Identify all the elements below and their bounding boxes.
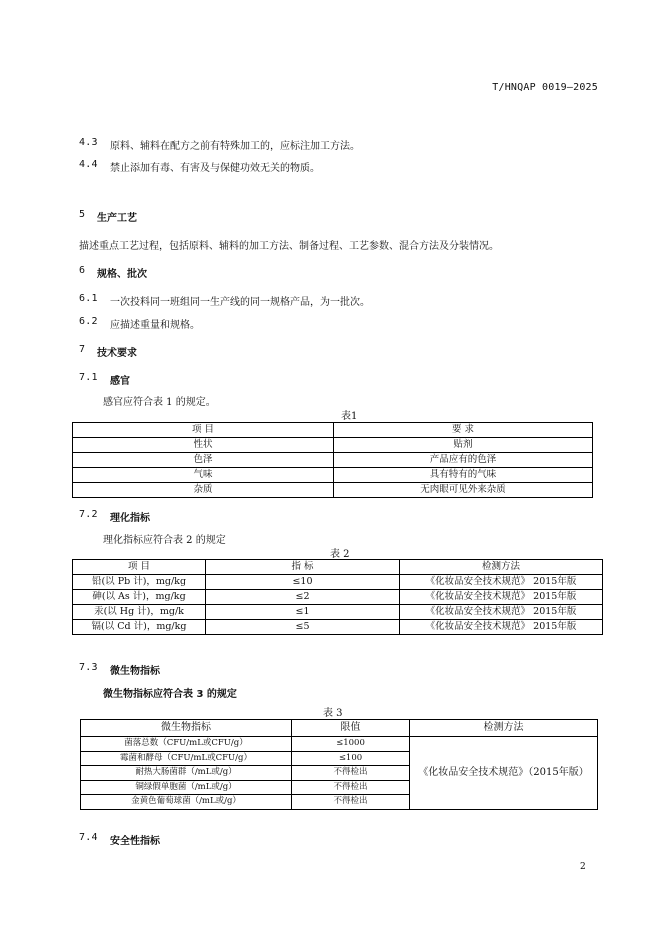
table-row — [73, 590, 603, 605]
section-title: 感官 — [110, 376, 130, 387]
table-header-cell: 检测方法 — [410, 720, 598, 737]
table-header-cell: 要 求 — [334, 423, 593, 438]
table-cell: 色泽 — [73, 453, 334, 468]
table-header-cell: 项 目 — [73, 423, 334, 438]
section-number: 6 — [79, 265, 86, 276]
table-cell: 产品应有的色泽 — [334, 453, 593, 468]
table-cell: ≤2 — [206, 590, 400, 605]
table-header-row — [73, 423, 593, 438]
table-sensory — [72, 422, 593, 498]
table-row — [73, 483, 593, 498]
table-row — [73, 438, 593, 453]
section-number: 7.4 — [79, 832, 98, 843]
table-cell: ≤5 — [206, 620, 400, 635]
table-physicochemical — [72, 559, 603, 635]
section-title: 安全性指标 — [110, 836, 160, 847]
clause-text: 应描述重量和规格。 — [110, 320, 200, 331]
table-cell: 无肉眼可见外来杂质 — [334, 483, 593, 498]
table-cell: ≤100 — [292, 751, 410, 766]
table-row — [73, 620, 603, 635]
section-number: 4.4 — [79, 159, 98, 170]
table-row — [73, 575, 603, 590]
clause-text: 原料、辅料在配方之前有特殊加工的，应标注加工方法。 — [110, 141, 360, 152]
table-cell: 《化妆品安全技术规范》 2015年版 — [400, 590, 603, 605]
table-cell: 贴剂 — [334, 438, 593, 453]
table-cell: 镉(以 Cd 计)，mg/kg — [73, 620, 206, 635]
table-cell: 金黄色葡萄球菌（/mL或/g） — [81, 795, 292, 810]
table-cell: 不得检出 — [292, 795, 410, 810]
table-row — [73, 468, 593, 483]
table-header-cell: 检测方法 — [400, 560, 603, 575]
table-cell: 铅(以 Pb 计)，mg/kg — [73, 575, 206, 590]
section-number: 7.1 — [79, 372, 98, 383]
table-cell: 霉菌和酵母（CFU/mL或CFU/g） — [81, 751, 292, 766]
section-number: 7.3 — [79, 662, 98, 673]
table-header-cell: 微生物指标 — [81, 720, 292, 737]
table-cell: 菌落总数（CFU/mL或CFU/g） — [81, 737, 292, 752]
table-row — [73, 605, 603, 620]
table-cell: 杂质 — [73, 483, 334, 498]
table-caption: 表1 — [341, 411, 358, 422]
table-intro: 感官应符合表 1 的规定。 — [103, 397, 216, 408]
table-cell: 具有特有的气味 — [334, 468, 593, 483]
table-header-row — [81, 720, 598, 737]
table-row — [73, 453, 593, 468]
table-cell: 汞(以 Hg 计)，mg/k — [73, 605, 206, 620]
table-cell: 不得检出 — [292, 766, 410, 781]
section-number: 6.2 — [79, 316, 98, 327]
table-cell: ≤10 — [206, 575, 400, 590]
doc-code: T/HNQAP 0019—2025 — [492, 82, 598, 93]
clause-text: 一次投料同一班组同一生产线的同一规格产品，为一批次。 — [110, 297, 370, 308]
clause-text: 描述重点工艺过程，包括原料、辅料的加工方法、制备过程、工艺参数、混合方法及分装情况。 — [79, 241, 499, 252]
page-number: 2 — [580, 862, 586, 872]
table-cell: 耐热大肠菌群（/mL或/g） — [81, 766, 292, 781]
table-cell: 气味 — [73, 468, 334, 483]
table-intro: 微生物指标应符合表 3 的规定 — [103, 689, 237, 700]
table-caption: 表 3 — [323, 708, 343, 719]
section-number: 4.3 — [79, 137, 98, 148]
table-cell: 《化妆品安全技术规范》 2015年版 — [400, 605, 603, 620]
section-title: 技术要求 — [97, 348, 137, 359]
section-number: 7 — [79, 344, 86, 355]
table-caption: 表 2 — [330, 549, 350, 560]
table-cell: 铜绿假单胞菌（/mL或/g） — [81, 780, 292, 795]
table-cell: 《化妆品安全技术规范》 2015年版 — [400, 575, 603, 590]
section-title: 生产工艺 — [97, 213, 137, 224]
table-header-row — [73, 560, 603, 575]
section-title: 规格、批次 — [97, 269, 147, 280]
table-cell: 砷(以 As 计)，mg/kg — [73, 590, 206, 605]
table-header-cell: 限值 — [292, 720, 410, 737]
section-number: 5 — [79, 209, 86, 220]
table-microbiological — [80, 719, 598, 810]
section-title: 微生物指标 — [110, 666, 160, 677]
table-cell-method: 《化妆品安全技术规范》（2015年版） — [410, 737, 598, 810]
section-title: 理化指标 — [110, 513, 150, 524]
table-cell: ≤1000 — [292, 737, 410, 752]
table-cell: 性状 — [73, 438, 334, 453]
clause-text: 禁止添加有毒、有害及与保健功效无关的物质。 — [110, 163, 320, 174]
table-cell: 《化妆品安全技术规范》 2015年版 — [400, 620, 603, 635]
table-intro: 理化指标应符合表 2 的规定 — [103, 535, 226, 546]
table-cell: 不得检出 — [292, 780, 410, 795]
table-cell: ≤1 — [206, 605, 400, 620]
table-header-cell: 项 目 — [73, 560, 206, 575]
table-row — [81, 737, 598, 752]
table-header-cell: 指 标 — [206, 560, 400, 575]
section-number: 6.1 — [79, 293, 98, 304]
section-number: 7.2 — [79, 509, 98, 520]
